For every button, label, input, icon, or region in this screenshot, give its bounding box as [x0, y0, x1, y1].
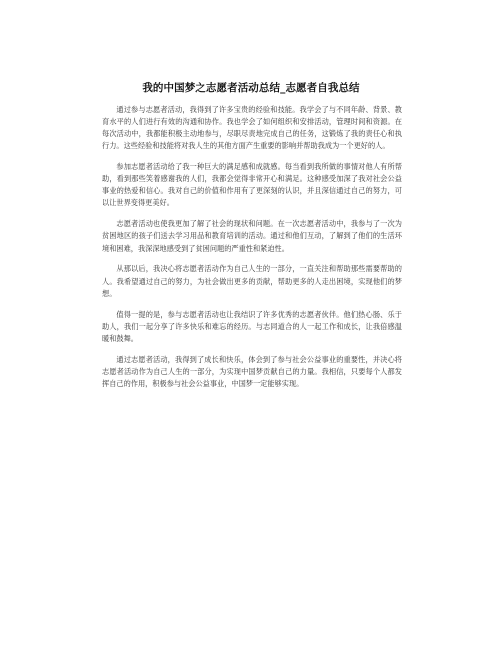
document-body: [102, 104, 402, 399]
paragraph-2: 参加志愿者活动给了我一种巨大的满足感和成就感。每当看到我所做的事情对他人有所帮助，看到那些笑着感谢我的人们，我都会觉得非常开心和满足。这种感受加深了我对社会公益事业的热爱和信心。我对自己的价值和作用有了更深刻的认识，并且深信通过自己的努力，可以让世界变得更美好。: [102, 162, 402, 208]
paragraph-4: 从那以后，我决心将志愿者活动作为自己人生的一部分，一直关注和帮助那些需要帮助的人。我希望通过自己的努力，为社会做出更多的贡献，帮助更多的人走出困境，实现他们的梦想。: [102, 264, 402, 298]
paragraph-1: 通过参与志愿者活动，我得到了许多宝贵的经验和技能。我学会了与不同年龄、背景、教育水平的人们进行有效的沟通和协作。我也学会了如何组织和安排活动，管理时间和资源。在每次活动中，我都能积极主动地参与，尽职尽责地完成自己的任务，这锻炼了我的责任心和执行力。这些经验和技能将对我人生的其他方面产生重要的影响并帮助我成为一个更好的人。: [102, 105, 402, 151]
paragraph-5: 值得一提的是，参与志愿者活动也让我结识了许多优秀的志愿者伙伴。他们热心肠、乐于助人，我们一起分享了许多快乐和难忘的经历。与志同道合的人一起工作和成长，让我倍感温暖和鼓舞。: [102, 309, 402, 343]
paragraph-3: 志愿者活动也使我更加了解了社会的现状和问题。在一次志愿者活动中，我参与了一次为贫困地区的孩子们送去学习用品和教育培训的活动。通过和他们互动，了解到了他们的生活环境和困难，我深深地感受到了贫困问题的严重性和紧迫性。: [102, 219, 402, 253]
document-title: 我的中国梦之志愿者活动总结_志愿者自我总结: [142, 82, 360, 94]
paragraph-6: 通过志愿者活动，我得到了成长和快乐，体会到了参与社会公益事业的重要性，并决心将志愿者活动作为自己人生的一部分，为实现中国梦贡献自己的力量。我相信，只要每个人都发挥自己的作用，积极参与社会公益事业，中国梦一定能够实现。: [102, 354, 402, 388]
